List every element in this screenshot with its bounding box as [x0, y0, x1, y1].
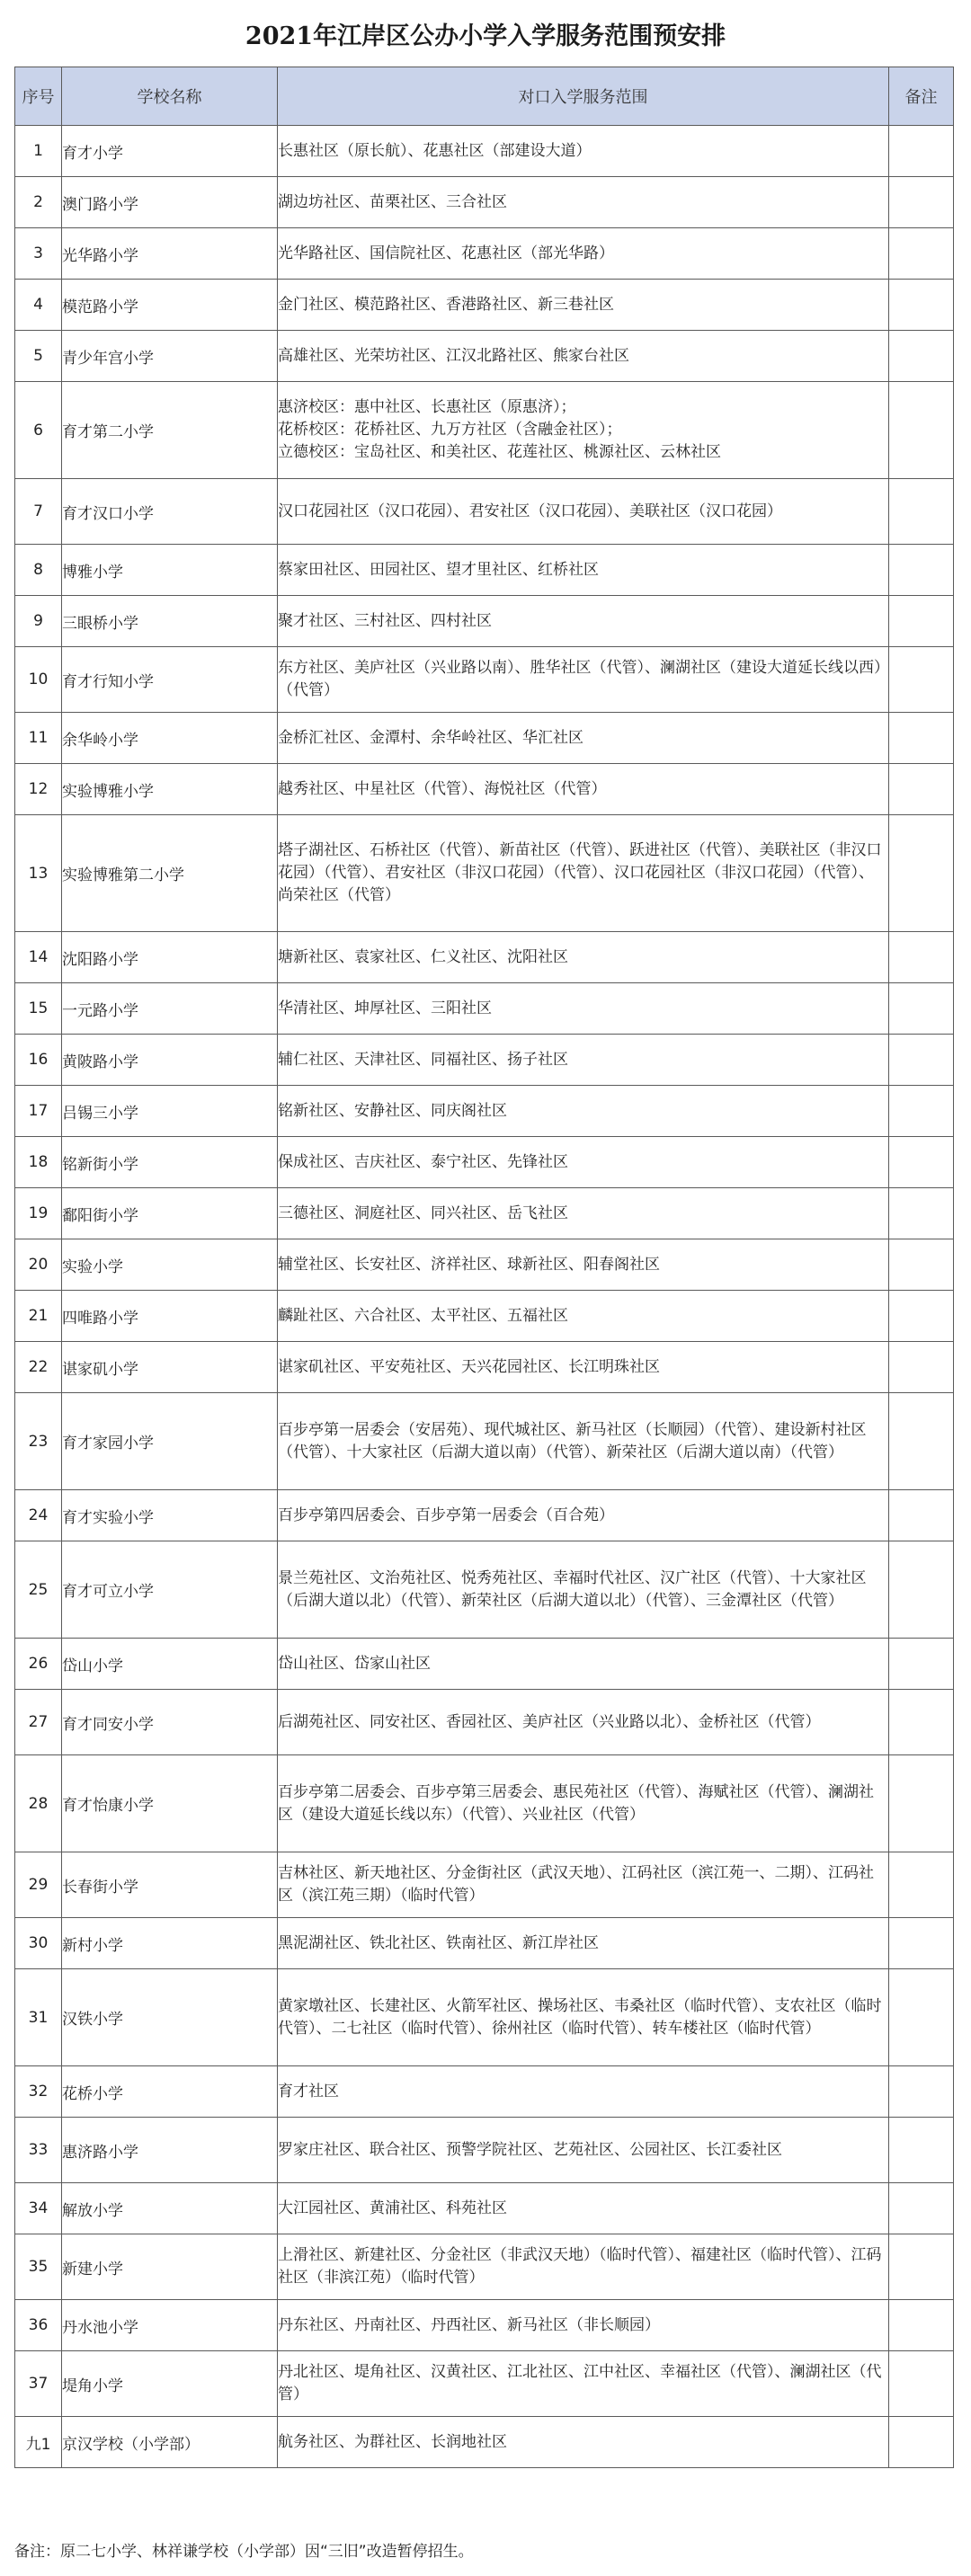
- table-row: [15, 1342, 954, 1393]
- table-row: [15, 1918, 954, 1969]
- table-row: [15, 1852, 954, 1918]
- row-number: 32: [15, 2066, 62, 2118]
- school-name: 育才同安小学: [62, 1690, 278, 1755]
- row-number: 36: [15, 2300, 62, 2351]
- row-number: 12: [15, 764, 62, 815]
- row-number: 24: [15, 1490, 62, 1541]
- remark-cell: [889, 1639, 954, 1690]
- row-number: 22: [15, 1342, 62, 1393]
- row-number: 15: [15, 983, 62, 1035]
- service-range: 越秀社区、中星社区（代管）、海悦社区（代管）: [278, 764, 889, 815]
- remark-cell: [889, 280, 954, 331]
- remark-cell: [889, 545, 954, 596]
- service-range: 百步亭第一居委会（安居苑）、现代城社区、新马社区（长顺园）（代管）、建设新村社区（代管）、十大家社区（后湖大道以南）（代管）、新荣社区（后湖大道以南）（代管）: [278, 1393, 889, 1490]
- table-row: [15, 228, 954, 280]
- school-name: 鄱阳街小学: [62, 1188, 278, 1239]
- table-header-row: [15, 67, 954, 126]
- row-number: 14: [15, 932, 62, 983]
- remark-cell: [889, 1541, 954, 1639]
- school-name: 育才小学: [62, 126, 278, 177]
- service-range-table: [14, 67, 954, 2468]
- service-range: 辅仁社区、天津社区、同福社区、扬子社区: [278, 1035, 889, 1086]
- table-row: [15, 1188, 954, 1239]
- school-name: 解放小学: [62, 2183, 278, 2234]
- remark-cell: [889, 331, 954, 382]
- service-range: 麟趾社区、六合社区、太平社区、五福社区: [278, 1291, 889, 1342]
- remark-cell: [889, 177, 954, 228]
- service-range: 谌家矶社区、平安苑社区、天兴花园社区、长江明珠社区: [278, 1342, 889, 1393]
- table-row: [15, 1969, 954, 2066]
- remark-cell: [889, 1690, 954, 1755]
- service-range: 长惠社区（原长航）、花惠社区（部建设大道）: [278, 126, 889, 177]
- row-number: 5: [15, 331, 62, 382]
- school-name: 四唯路小学: [62, 1291, 278, 1342]
- remark-cell: [889, 647, 954, 713]
- table-row: [15, 764, 954, 815]
- school-name: 育才第二小学: [62, 382, 278, 479]
- school-name: 岱山小学: [62, 1639, 278, 1690]
- remark-cell: [889, 228, 954, 280]
- service-range: 金门社区、模范路社区、香港路社区、新三巷社区: [278, 280, 889, 331]
- service-range: 大江园社区、黄浦社区、科苑社区: [278, 2183, 889, 2234]
- page-title: 2021年江岸区公办小学入学服务范围预安排: [245, 22, 726, 50]
- school-name: 沈阳路小学: [62, 932, 278, 983]
- header-no: 序号: [15, 67, 62, 126]
- table-row: [15, 382, 954, 479]
- school-name: 新建小学: [62, 2234, 278, 2300]
- school-name: 铭新街小学: [62, 1137, 278, 1188]
- service-range: 黄家墩社区、长建社区、火箭军社区、操场社区、韦桑社区（临时代管）、支农社区（临时代管）、二七社区（临时代管）、徐州社区（临时代管）、转车楼社区（临时代管）: [278, 1969, 889, 2066]
- school-name: 惠济路小学: [62, 2118, 278, 2183]
- table-row: [15, 2234, 954, 2300]
- school-name: 丹水池小学: [62, 2300, 278, 2351]
- row-number: 34: [15, 2183, 62, 2234]
- row-number: 26: [15, 1639, 62, 1690]
- school-name: 黄陂路小学: [62, 1035, 278, 1086]
- remark-cell: [889, 479, 954, 545]
- remark-cell: [889, 1342, 954, 1393]
- service-range: 华清社区、坤厚社区、三阳社区: [278, 983, 889, 1035]
- service-range: 吉林社区、新天地社区、分金街社区（武汉天地）、江码社区（滨江苑一、二期）、江码社区（滨江苑三期）（临时代管）: [278, 1852, 889, 1918]
- remark-cell: [889, 2417, 954, 2468]
- row-number: 25: [15, 1541, 62, 1639]
- school-name: 堤角小学: [62, 2351, 278, 2417]
- row-number: 2: [15, 177, 62, 228]
- row-number: 30: [15, 1918, 62, 1969]
- service-range: 惠济校区：惠中社区、长惠社区（原惠济）； 花桥校区：花桥社区、九万方社区（含融金社区）； 立德校区：宝岛社区、和美社区、花莲社区、桃源社区、云林社区: [278, 382, 889, 479]
- remark-cell: [889, 1490, 954, 1541]
- school-name: 实验博雅小学: [62, 764, 278, 815]
- service-range: 后湖苑社区、同安社区、香园社区、美庐社区（兴业路以北）、金桥社区（代管）: [278, 1690, 889, 1755]
- table-row: [15, 1755, 954, 1852]
- school-name: 澳门路小学: [62, 177, 278, 228]
- table-row: [15, 596, 954, 647]
- school-name: 育才家园小学: [62, 1393, 278, 1490]
- service-range: 塔子湖社区、石桥社区（代管）、新苗社区（代管）、跃进社区（代管）、美联社区（非汉口花园）（代管）、君安社区（非汉口花园）（代管）、汉口花园社区（非汉口花园）（代管）、尚荣社区（代管）: [278, 815, 889, 932]
- remark-cell: [889, 815, 954, 932]
- row-number: 28: [15, 1755, 62, 1852]
- footnote: 备注：原二七小学、林祥谦学校（小学部）因“三旧”改造暂停招生。: [14, 2543, 474, 2561]
- row-number: 8: [15, 545, 62, 596]
- table-row: [15, 983, 954, 1035]
- table-row: [15, 2066, 954, 2118]
- table-row: [15, 1541, 954, 1639]
- service-range: 东方社区、美庐社区（兴业路以南）、胜华社区（代管）、澜湖社区（建设大道延长线以西）（代管）: [278, 647, 889, 713]
- school-name: 育才行知小学: [62, 647, 278, 713]
- remark-cell: [889, 596, 954, 647]
- service-range: 三德社区、洞庭社区、同兴社区、岳飞社区: [278, 1188, 889, 1239]
- school-name: 新村小学: [62, 1918, 278, 1969]
- service-range: 湖边坊社区、苗栗社区、三合社区: [278, 177, 889, 228]
- row-number: 3: [15, 228, 62, 280]
- remark-cell: [889, 382, 954, 479]
- table-row: [15, 1690, 954, 1755]
- row-number: 九1: [15, 2417, 62, 2468]
- row-number: 4: [15, 280, 62, 331]
- remark-cell: [889, 1393, 954, 1490]
- remark-cell: [889, 1239, 954, 1291]
- school-name: 长春街小学: [62, 1852, 278, 1918]
- service-range: 育才社区: [278, 2066, 889, 2118]
- table-row: [15, 1035, 954, 1086]
- table-body: [15, 126, 954, 2468]
- remark-cell: [889, 2351, 954, 2417]
- header-remark: 备注: [889, 67, 954, 126]
- school-name: 实验小学: [62, 1239, 278, 1291]
- service-range: 汉口花园社区（汉口花园）、君安社区（汉口花园）、美联社区（汉口花园）: [278, 479, 889, 545]
- remark-cell: [889, 1852, 954, 1918]
- remark-cell: [889, 126, 954, 177]
- service-range: 金桥汇社区、金潭村、余华岭社区、华汇社区: [278, 713, 889, 764]
- school-name: 青少年宫小学: [62, 331, 278, 382]
- table-row: [15, 1086, 954, 1137]
- row-number: 20: [15, 1239, 62, 1291]
- table-row: [15, 815, 954, 932]
- table-row: [15, 1639, 954, 1690]
- service-range: 百步亭第二居委会、百步亭第三居委会、惠民苑社区（代管）、海赋社区（代管）、澜湖社区（建设大道延长线以东）（代管）、兴业社区（代管）: [278, 1755, 889, 1852]
- remark-cell: [889, 1086, 954, 1137]
- service-range: 聚才社区、三村社区、四村社区: [278, 596, 889, 647]
- table-row: [15, 2118, 954, 2183]
- row-number: 23: [15, 1393, 62, 1490]
- table-row: [15, 479, 954, 545]
- service-range: 塘新社区、袁家社区、仁义社区、沈阳社区: [278, 932, 889, 983]
- table-row: [15, 1393, 954, 1490]
- school-name: 一元路小学: [62, 983, 278, 1035]
- table-row: [15, 280, 954, 331]
- row-number: 13: [15, 815, 62, 932]
- school-name: 光华路小学: [62, 228, 278, 280]
- remark-cell: [889, 1035, 954, 1086]
- remark-cell: [889, 2118, 954, 2183]
- header-range: 对口入学服务范围: [278, 67, 889, 126]
- school-name: 京汉学校（小学部）: [62, 2417, 278, 2468]
- service-range: 罗家庄社区、联合社区、预警学院社区、艺苑社区、公园社区、长江委社区: [278, 2118, 889, 2183]
- service-range: 景兰苑社区、文治苑社区、悦秀苑社区、幸福时代社区、汉广社区（代管）、十大家社区（后湖大道以北）（代管）、新荣社区（后湖大道以北）（代管）、三金潭社区（代管）: [278, 1541, 889, 1639]
- remark-cell: [889, 1755, 954, 1852]
- school-name: 谌家矶小学: [62, 1342, 278, 1393]
- school-name: 育才可立小学: [62, 1541, 278, 1639]
- remark-cell: [889, 1291, 954, 1342]
- remark-cell: [889, 2066, 954, 2118]
- service-range: 上滑社区、新建社区、分金社区（非武汉天地）（临时代管）、福建社区（临时代管）、江码社区（非滨江苑）（临时代管）: [278, 2234, 889, 2300]
- row-number: 16: [15, 1035, 62, 1086]
- school-name: 花桥小学: [62, 2066, 278, 2118]
- remark-cell: [889, 2234, 954, 2300]
- remark-cell: [889, 1137, 954, 1188]
- service-range: 丹北社区、堤角社区、汉黄社区、江北社区、江中社区、幸福社区（代管）、澜湖社区（代管）: [278, 2351, 889, 2417]
- remark-cell: [889, 1969, 954, 2066]
- table-row: [15, 647, 954, 713]
- table-row: [15, 1490, 954, 1541]
- table-row: [15, 545, 954, 596]
- school-name: 三眼桥小学: [62, 596, 278, 647]
- table-row: [15, 1137, 954, 1188]
- service-range: 高雄社区、光荣坊社区、江汉北路社区、熊家台社区: [278, 331, 889, 382]
- service-range: 铭新社区、安静社区、同庆阁社区: [278, 1086, 889, 1137]
- remark-cell: [889, 2300, 954, 2351]
- row-number: 21: [15, 1291, 62, 1342]
- service-range: 蔡家田社区、田园社区、望才里社区、红桥社区: [278, 545, 889, 596]
- school-name: 育才怡康小学: [62, 1755, 278, 1852]
- row-number: 9: [15, 596, 62, 647]
- row-number: 31: [15, 1969, 62, 2066]
- table-row: [15, 126, 954, 177]
- row-number: 10: [15, 647, 62, 713]
- remark-cell: [889, 2183, 954, 2234]
- header-school: 学校名称: [62, 67, 278, 126]
- school-name: 模范路小学: [62, 280, 278, 331]
- table-row: [15, 932, 954, 983]
- table-row: [15, 177, 954, 228]
- table-row: [15, 2183, 954, 2234]
- remark-cell: [889, 764, 954, 815]
- table-row: [15, 2300, 954, 2351]
- row-number: 29: [15, 1852, 62, 1918]
- service-range: 丹东社区、丹南社区、丹西社区、新马社区（非长顺园）: [278, 2300, 889, 2351]
- table-row: [15, 2417, 954, 2468]
- remark-cell: [889, 932, 954, 983]
- table-row: [15, 713, 954, 764]
- row-number: 7: [15, 479, 62, 545]
- service-range: 辅堂社区、长安社区、济祥社区、球新社区、阳春阁社区: [278, 1239, 889, 1291]
- row-number: 1: [15, 126, 62, 177]
- table-row: [15, 1239, 954, 1291]
- row-number: 17: [15, 1086, 62, 1137]
- remark-cell: [889, 713, 954, 764]
- row-number: 33: [15, 2118, 62, 2183]
- school-name: 余华岭小学: [62, 713, 278, 764]
- service-range: 百步亭第四居委会、百步亭第一居委会（百合苑）: [278, 1490, 889, 1541]
- row-number: 19: [15, 1188, 62, 1239]
- school-name: 吕锡三小学: [62, 1086, 278, 1137]
- school-name: 博雅小学: [62, 545, 278, 596]
- row-number: 35: [15, 2234, 62, 2300]
- row-number: 27: [15, 1690, 62, 1755]
- table-row: [15, 331, 954, 382]
- service-range: 保成社区、吉庆社区、泰宁社区、先锋社区: [278, 1137, 889, 1188]
- school-name: 育才实验小学: [62, 1490, 278, 1541]
- row-number: 6: [15, 382, 62, 479]
- school-name: 汉铁小学: [62, 1969, 278, 2066]
- row-number: 37: [15, 2351, 62, 2417]
- table-row: [15, 2351, 954, 2417]
- school-name: 实验博雅第二小学: [62, 815, 278, 932]
- service-range: 岱山社区、岱家山社区: [278, 1639, 889, 1690]
- remark-cell: [889, 1188, 954, 1239]
- remark-cell: [889, 1918, 954, 1969]
- service-range: 光华路社区、国信院社区、花惠社区（部光华路）: [278, 228, 889, 280]
- remark-cell: [889, 983, 954, 1035]
- row-number: 18: [15, 1137, 62, 1188]
- school-name: 育才汉口小学: [62, 479, 278, 545]
- service-range: 航务社区、为群社区、长润地社区: [278, 2417, 889, 2468]
- table-row: [15, 1291, 954, 1342]
- row-number: 11: [15, 713, 62, 764]
- service-range: 黑泥湖社区、铁北社区、铁南社区、新江岸社区: [278, 1918, 889, 1969]
